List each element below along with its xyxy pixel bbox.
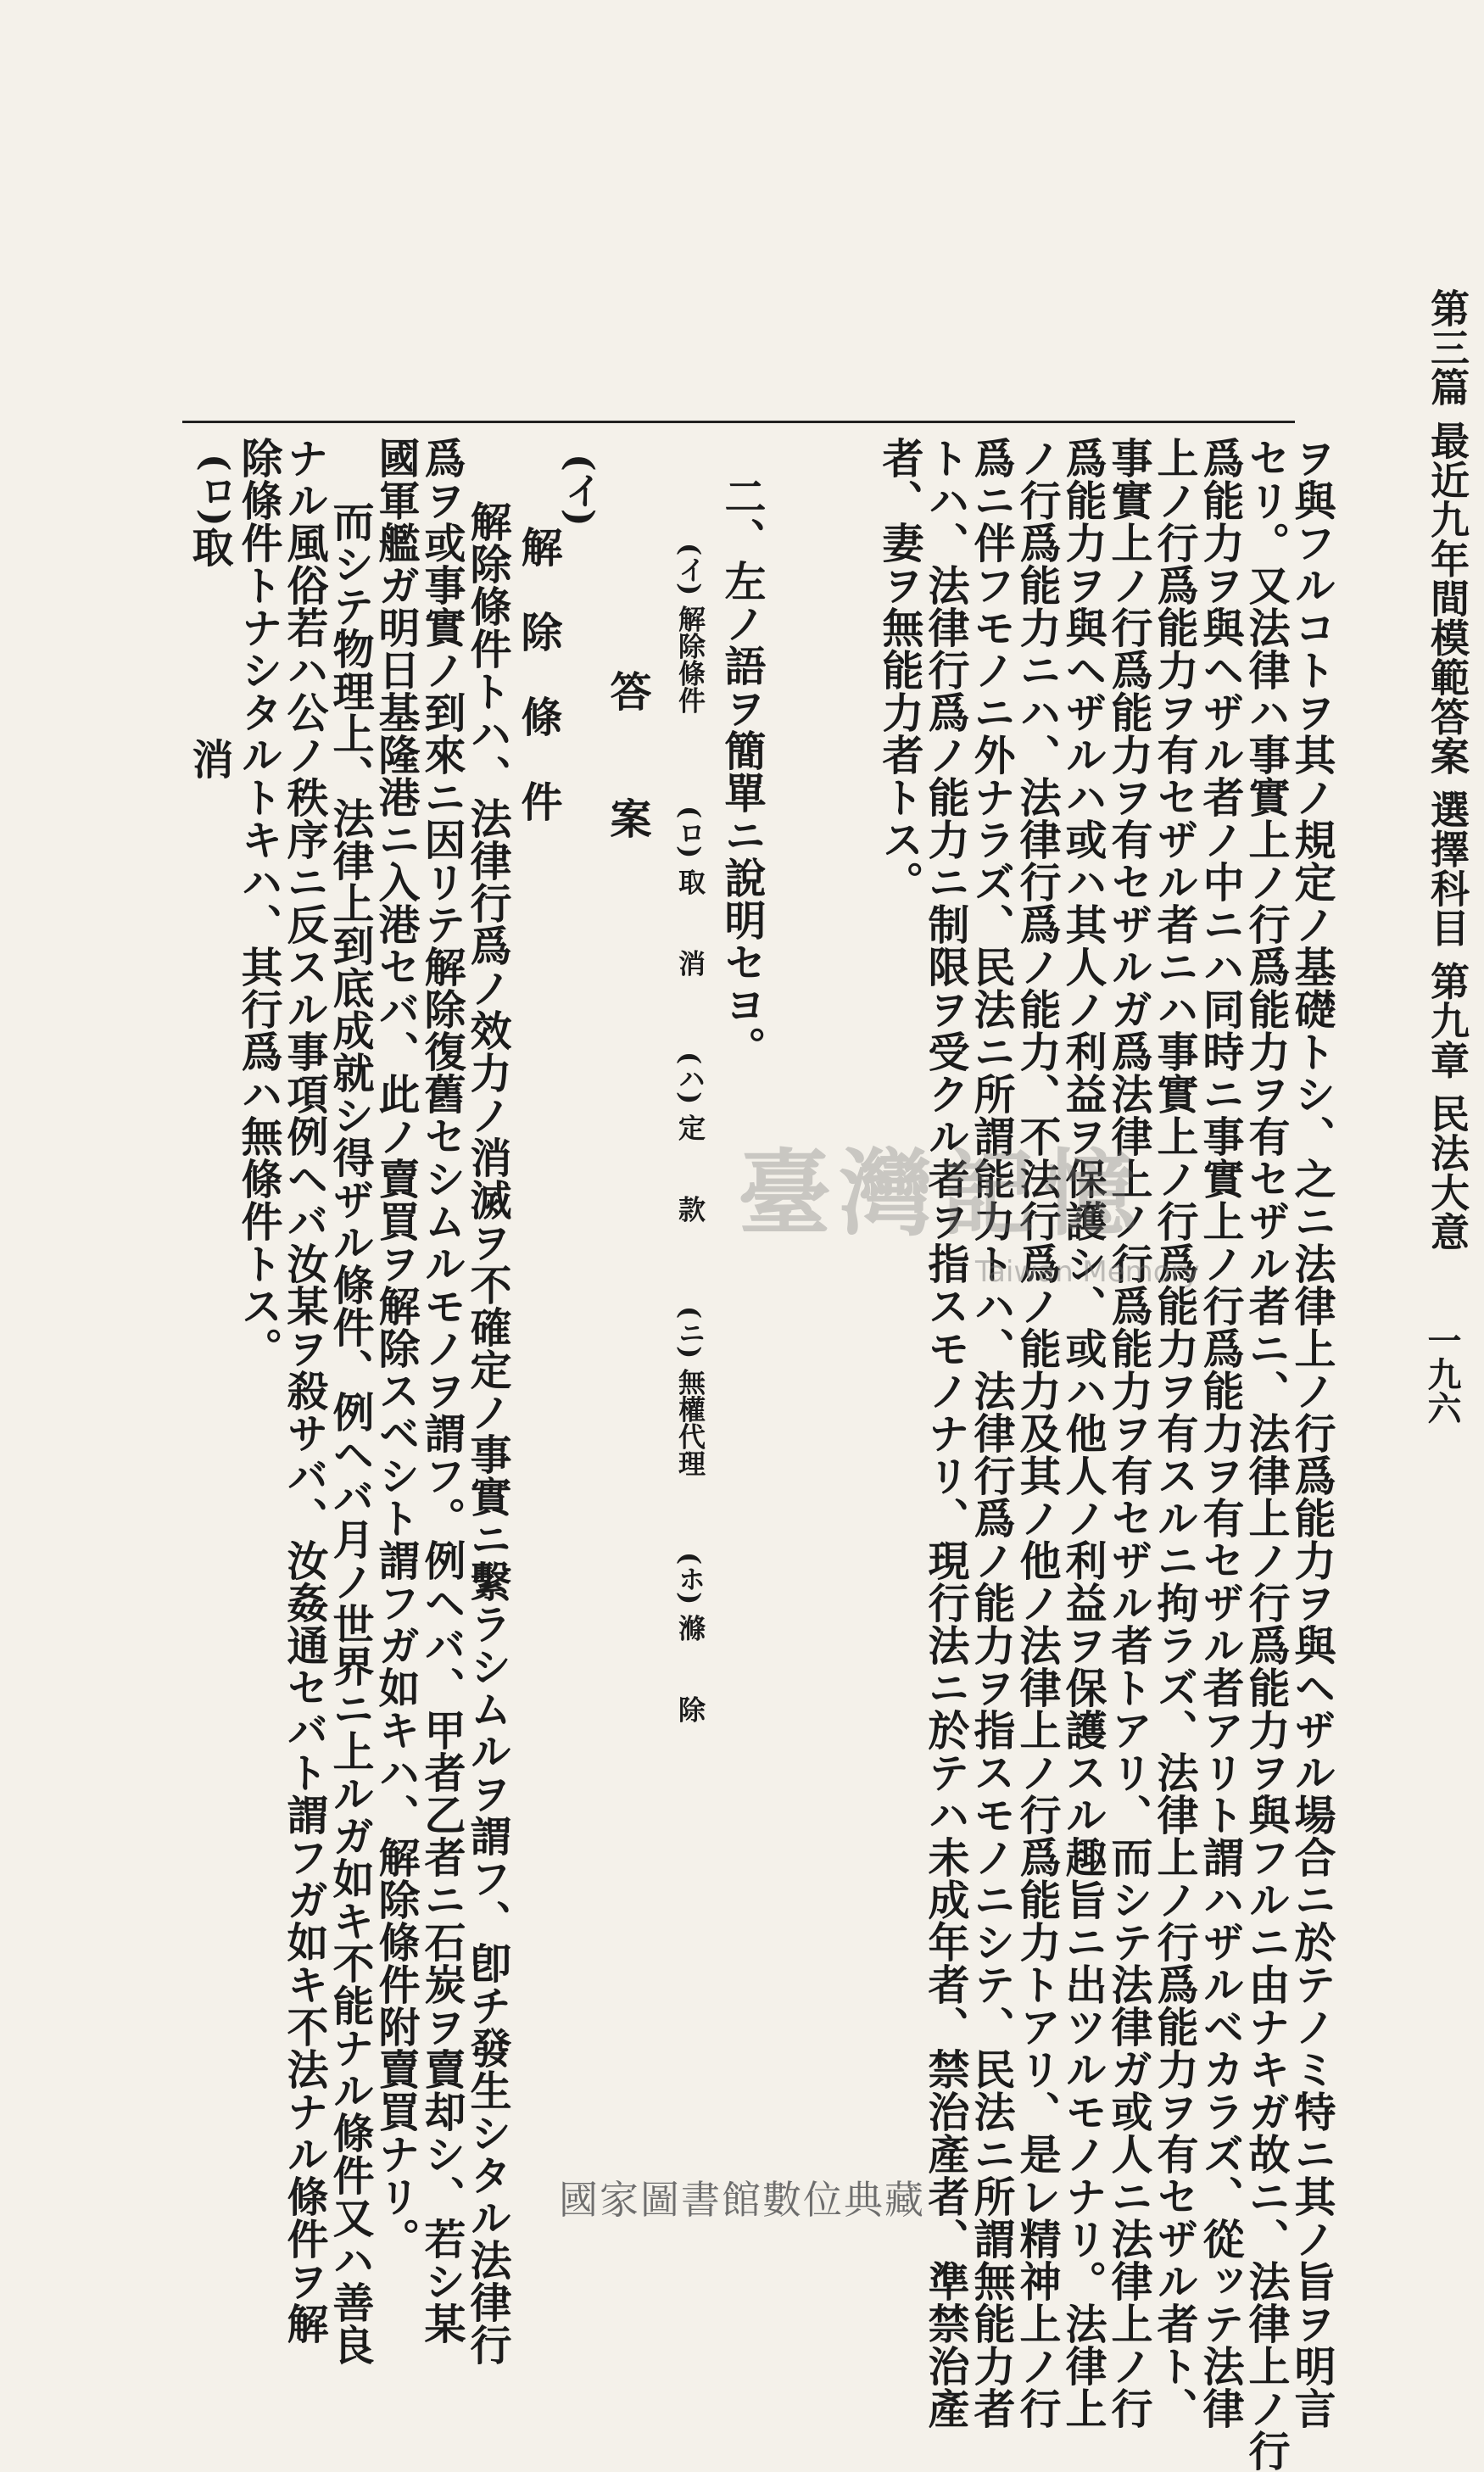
body-column: 上ノ行爲能力ヲ有セザル者ニハ事實上ノ行爲能力ヲ有スルニ拘ラズ、法律上ノ行爲能力ヲ有セザル者ト、 xyxy=(1151,437,1200,2430)
section-heading: 解 除 條 件 xyxy=(515,526,564,823)
question-choice: (ニ) 無權代理 xyxy=(674,1306,706,1477)
body-column: 爲能力ヲ與ヘザル者ノ中ニハ同時ニ事實上ノ行爲能力ヲ有セザル者アリト謂ハザルベカラズ、從ッテ法律 xyxy=(1197,437,1246,2430)
section-column: 而シテ物理上、法律上到底成就シ得ザル條件、例ヘバ月ノ世界ニ上ルガ如キ不能ナル條件又ハ善良 xyxy=(326,500,376,2366)
body-column: 爲ニ伴フモノニ外ナラズ、民法ニ所謂能力トハ、法律行爲ノ能力ヲ指スモノニシテ、民法ニ所謂無能力者 xyxy=(968,437,1017,2430)
body-column: トハ、法律行爲ノ能力ニ制限ヲ受クル者ヲ指スモノナリ、現行法ニ於テハ未成年者、禁治產者、準禁治產 xyxy=(922,437,971,2430)
running-header: 第三篇 最近九年間模範答案 選擇科目 第九章 民法大意 xyxy=(1425,288,1470,1252)
section-column: 解除條件トハ、法律行爲ノ效力ノ消滅ヲ不確定ノ事實ニ繫ラシムルヲ謂フ、卽チ發生シタル法律行 xyxy=(464,500,513,2366)
section-column: ナル風俗若ハ公ノ秩序ニ反スル事項例ヘバ汝某ヲ殺サバ、汝姦通セバト謂フガ如キ不法ナル條件ヲ解 xyxy=(281,437,330,2345)
question-choice: (イ) 解除條件 xyxy=(674,543,706,714)
archive-footer: 國家圖書館數位典藏 xyxy=(559,2177,925,2223)
section-mark: (イ) xyxy=(558,454,601,527)
body-column: セリ。又法律ハ事實上ノ行爲能力ヲ有セザル者ニ、法律上ノ行爲能力ヲ與フルニ由ナキガ故ニ、法律上ノ行 xyxy=(1242,437,1292,2472)
section-mark: (ロ) xyxy=(193,454,237,527)
body-column: ヲ與フルコトヲ其ノ規定ノ基礎トシ、之ニ法律上ノ行爲能力ヲ與ヘザル場合ニ於テノミ特ニ其ノ旨ヲ明言 xyxy=(1288,437,1337,2430)
header-rule xyxy=(182,421,1295,423)
watermark-english: Taiwan Memory xyxy=(975,1255,1200,1289)
answer-label: 答 案 xyxy=(604,670,653,840)
body-column: 者、妻ヲ無能力者トス。 xyxy=(876,437,925,903)
watermark-stamp: 臺灣記憶 xyxy=(738,1139,1145,1248)
question-choice: (ハ) 定 款 xyxy=(674,1052,706,1223)
section-heading: 取 消 xyxy=(186,526,235,780)
body-column: ノ行爲能力ニハ、法律行爲ノ能力、不法行爲ノ能力及其ノ他ノ法律上ノ行爲能力トアリ、是レ精神上ノ行 xyxy=(1013,437,1063,2430)
question-choice: (ロ) 取 消 xyxy=(674,806,706,977)
question-choice: (ホ) 滌 除 xyxy=(674,1552,706,1723)
body-column: 爲能力ヲ與ヘザルハ或ハ其人ノ利益ヲ保護シ、或ハ他人ノ利益ヲ保護スル趣旨ニ出ツルモノナリ。法律上 xyxy=(1059,437,1108,2430)
section-column: 爲ヲ或事實ノ到來ニ因リテ解除復舊セシムルモノヲ謂フ。例ヘバ、甲者乙者ニ石炭ヲ賣却シ、若シ某 xyxy=(418,437,467,2345)
body-column: 事實上ノ行爲能力ヲ有セザルガ爲法律上ノ行爲能力ヲ有セザル者トアリ、而シテ法律ガ或人ニ法律上ノ行 xyxy=(1105,437,1154,2430)
question-text: 二、左ノ語ヲ簡單ニ說明セヨ。 xyxy=(718,475,767,1069)
page-number: 一九六 xyxy=(1422,1323,1462,1425)
section-column: 國軍艦ガ明日基隆港ニ入港セバ、此ノ賣買ヲ解除スベシト謂フガ如キハ、解除條件附賣買ナリ。 xyxy=(372,437,421,2260)
section-column: 除條件トナシタルトキハ、其行爲ハ無條件トス。 xyxy=(235,437,284,1370)
